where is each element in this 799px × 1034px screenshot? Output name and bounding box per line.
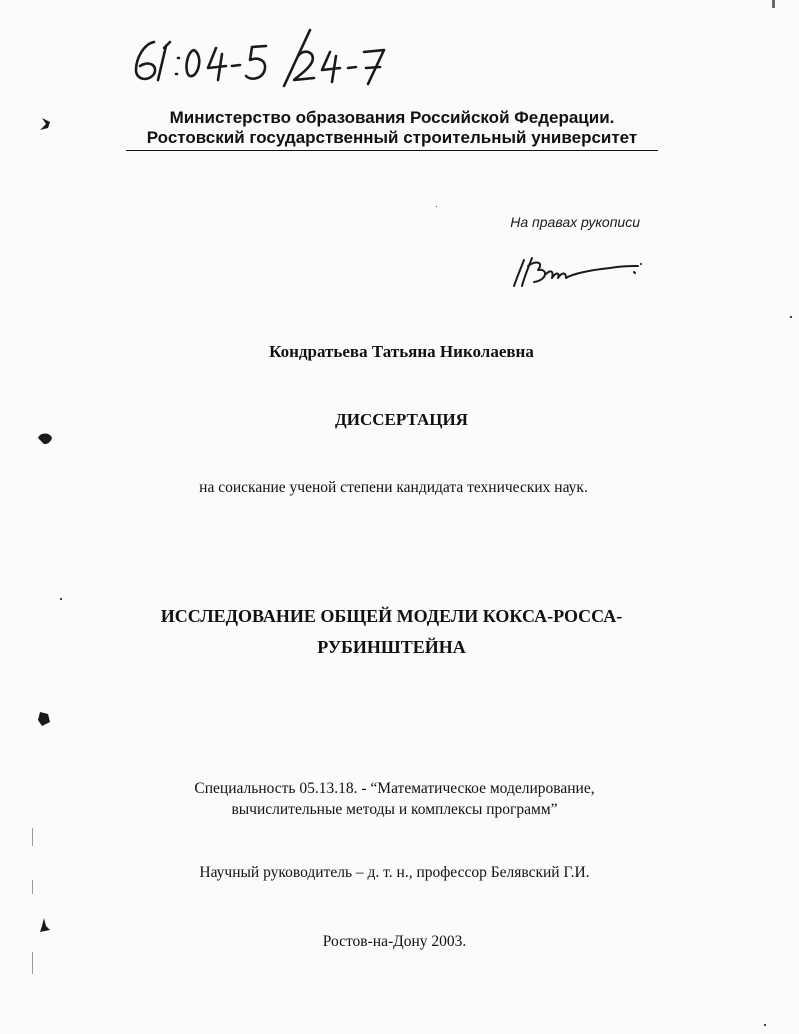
author-name: Кондратьева Татьяна Николаевна — [269, 342, 534, 361]
margin-mark-3 — [36, 710, 52, 728]
city-year: Ростов-на-Дону 2003. — [322, 933, 467, 950]
margin-mark-2 — [36, 430, 54, 448]
scan-edge-mark — [772, 0, 775, 8]
margin-mark-1 — [36, 116, 54, 132]
handwritten-signature — [510, 252, 645, 292]
document-type: ДИССЕРТАЦИЯ — [335, 410, 468, 429]
scan-speck — [790, 316, 792, 318]
specialty-block — [0, 778, 794, 820]
specialty-line-2: вычислительные методы и комплексы программ” — [231, 801, 558, 818]
scan-speck — [60, 598, 62, 600]
university-name: Ростовский государственный строительный университет — [126, 128, 658, 151]
margin-mark-4 — [36, 916, 52, 936]
thesis-title-line-1: ИССЛЕДОВАНИЕ ОБЩЕЙ МОДЕЛИ КОКСА-РОССА- — [160, 606, 623, 626]
scan-line — [32, 952, 33, 974]
ministry-header — [126, 108, 658, 151]
rights-label: На правах рукописи — [510, 214, 640, 230]
scan-speck — [436, 206, 437, 207]
scan-line — [32, 880, 33, 894]
supervisor-line: Научный руководитель – д. т. н., профессор Белявский Г.И. — [199, 864, 590, 881]
thesis-title-line-2: РУБИНШТЕЙНА — [317, 637, 466, 657]
thesis-title — [0, 601, 791, 663]
scan-line — [32, 828, 33, 846]
ministry-name: Министерство образования Российской Федерации. — [169, 108, 615, 127]
handwritten-archive-code — [128, 26, 398, 88]
degree-line: на соискание ученой степени кандидата технических наук. — [199, 479, 588, 496]
specialty-line-1: Специальность 05.13.18. - “Математическое моделирование, — [194, 780, 595, 797]
scan-speck — [640, 263, 642, 265]
scan-speck — [764, 1024, 766, 1026]
